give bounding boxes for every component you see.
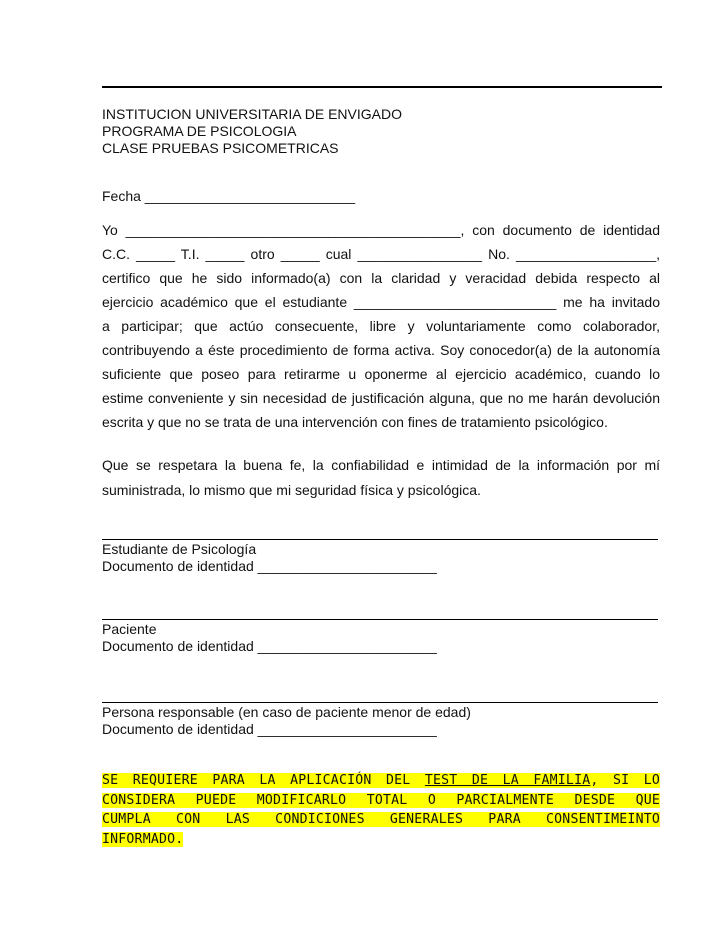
notice-text: SE REQUIERE PARA LA APLICACIÓN DEL — [102, 773, 425, 788]
body-line: a participar; que actúo consecuente, libre y voluntariamente como colaborador, — [102, 318, 660, 334]
notice-line — [102, 791, 660, 811]
body-line: certifico que he sido informado(a) con la claridad y veracidad debida respecto al — [102, 270, 660, 286]
signature-role-student: Estudiante de Psicología — [102, 541, 257, 557]
highlighted-notice — [102, 771, 660, 849]
program-name: PROGRAMA DE PSICOLOGIA — [102, 123, 297, 139]
notice-line — [102, 771, 660, 791]
body-line: contribuyendo a éste procedimiento de forma activa. Soy conocedor(a) de la autonomía — [102, 342, 660, 358]
notice-text: INFORMADO. — [102, 831, 184, 847]
respect-line: suministrada, lo mismo que mi seguridad física y psicológica. — [102, 482, 481, 498]
signature-id-student: Documento de identidad _______________________ — [102, 558, 437, 574]
notice-text: CUMPLA CON LAS CONDICIONES GENERALES PARA CONSENTIMEINTO — [102, 812, 660, 827]
body-line: Yo ___________________________________________, con documento de identidad — [102, 222, 660, 238]
course-name: CLASE PRUEBAS PSICOMETRICAS — [102, 140, 339, 156]
notice-line — [102, 810, 660, 830]
signature-role-guardian: Persona responsable (en caso de paciente menor de edad) — [102, 704, 471, 720]
notice-text: CONSIDERA PUEDE MODIFICARLO TOTAL O PARCIALMENTE DESDE QUE — [102, 792, 660, 808]
institution-name: INSTITUCION UNIVERSITARIA DE ENVIGADO — [102, 106, 403, 122]
body-line: C.C. _____ T.I. _____ otro _____ cual ________________ No. __________________, — [102, 246, 660, 262]
top-rule — [102, 86, 662, 88]
body-line: escrita y que no se trata de una intervención con fines de tratamiento psicológico. — [102, 414, 608, 430]
signature-id-guardian: Documento de identidad _______________________ — [102, 721, 437, 737]
notice-line — [102, 830, 660, 850]
signature-line-guardian — [102, 702, 658, 703]
respect-line: Que se respetara la buena fe, la confiabilidad e intimidad de la información por mí — [102, 457, 660, 473]
test-name: TEST DE LA FAMILIA — [424, 773, 591, 788]
signature-role-patient: Paciente — [102, 621, 157, 637]
signature-id-patient: Documento de identidad _______________________ — [102, 638, 437, 654]
document-header — [102, 106, 402, 157]
signature-line-student — [102, 539, 658, 540]
date-field: Fecha ___________________________ — [102, 188, 356, 204]
body-line: ejercicio académico que el estudiante __________________________ me ha invitado — [102, 294, 660, 310]
body-line: estime conveniente y sin necesidad de justificación alguna, que no me harán devolución — [102, 390, 660, 406]
body-line: suficiente que poseo para retirarme u oponerme al ejercicio académico, cuando lo — [102, 366, 660, 382]
signature-line-patient — [102, 619, 658, 620]
notice-text: , SI LO — [590, 773, 660, 788]
